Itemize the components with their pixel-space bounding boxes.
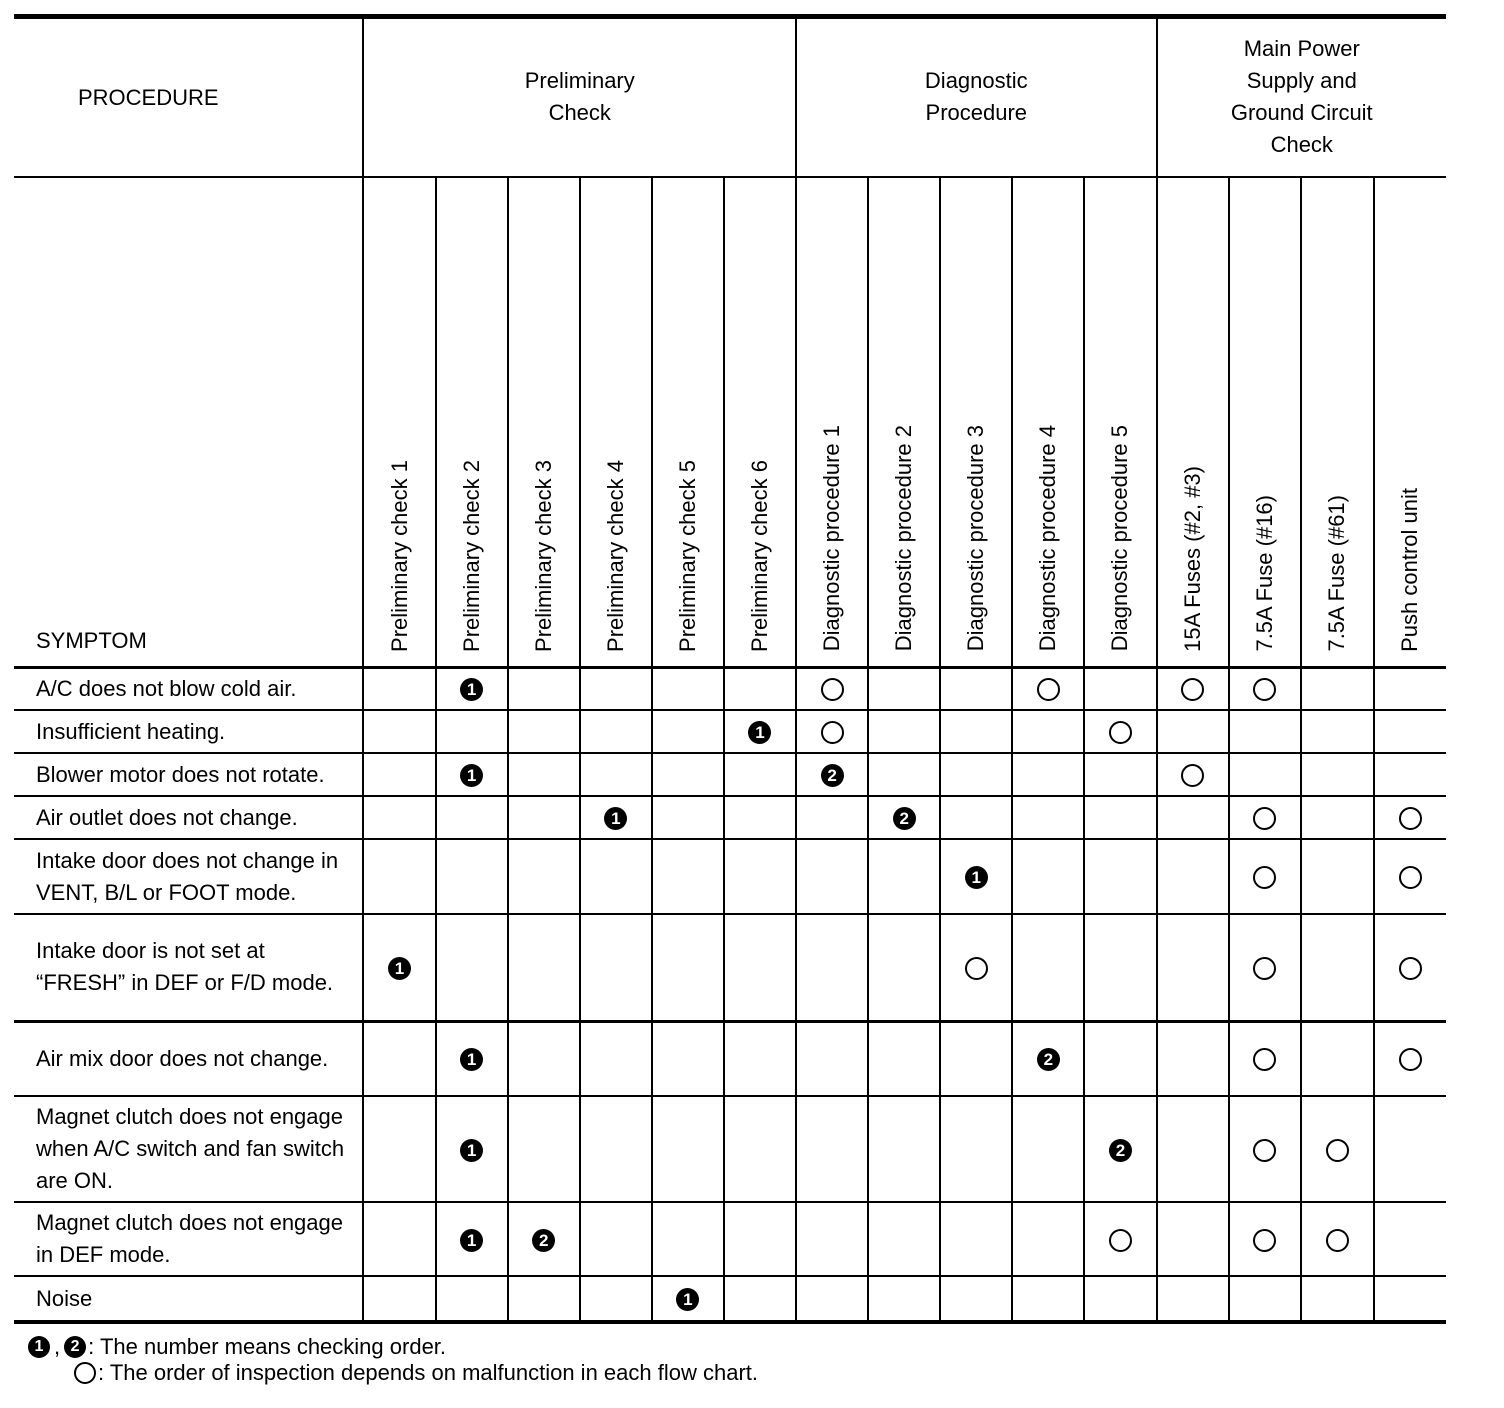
open-circle-icon [1109, 721, 1132, 744]
legend-mark-1-icon: 1 [28, 1336, 50, 1358]
check-cell [1084, 667, 1156, 710]
check-cell [652, 796, 724, 839]
open-circle-icon [1253, 1048, 1276, 1071]
legend-open-circle-icon [74, 1362, 96, 1384]
column-header [724, 177, 796, 668]
check-cell [724, 710, 796, 753]
check-cell [724, 914, 796, 1021]
legend-order-text: : The number means checking order. [88, 1334, 447, 1359]
column-header-label: Diagnostic procedure 1 [819, 425, 845, 652]
column-header [940, 177, 1012, 668]
check-cell [868, 914, 940, 1021]
group-header-line: Check [1270, 132, 1333, 158]
legend-order-line [28, 1334, 758, 1360]
check-cell [1229, 753, 1301, 796]
group-header [1157, 17, 1446, 177]
table-row [14, 1096, 1446, 1202]
check-cell [1374, 839, 1446, 914]
check-cell [1157, 1276, 1229, 1322]
open-circle-icon [1253, 866, 1276, 889]
check-cell [1012, 1202, 1084, 1276]
check-cell [508, 753, 580, 796]
check-cell [580, 1202, 652, 1276]
legend-circle-text: : The order of inspection depends on malfunction in each flow chart. [98, 1360, 758, 1385]
open-circle-icon [1253, 957, 1276, 980]
check-cell [796, 1202, 868, 1276]
check-cell [1301, 914, 1374, 1021]
open-circle-icon [1253, 1229, 1276, 1252]
check-cell [724, 1096, 796, 1202]
check-cell [868, 839, 940, 914]
open-circle-icon [1326, 1139, 1349, 1162]
open-circle-icon [1109, 1229, 1132, 1252]
check-cell [1157, 753, 1229, 796]
check-cell [1012, 710, 1084, 753]
symptom-cell: Blower motor does not rotate. [14, 753, 363, 796]
table-row [14, 914, 1446, 1021]
check-cell [1012, 914, 1084, 1021]
check-cell [940, 914, 1012, 1021]
diagnostic-matrix [14, 14, 1446, 1324]
open-circle-icon [1326, 1229, 1349, 1252]
order-number-icon: 1 [460, 1139, 483, 1162]
check-cell [796, 914, 868, 1021]
check-cell [796, 796, 868, 839]
group-header [796, 17, 1157, 177]
check-cell [1157, 667, 1229, 710]
check-cell [1301, 796, 1374, 839]
column-header-label: Preliminary check 5 [674, 459, 700, 652]
column-header-label: Preliminary check 1 [386, 459, 412, 652]
check-cell [652, 1096, 724, 1202]
check-cell [1374, 1276, 1446, 1322]
open-circle-icon [1399, 866, 1422, 889]
legend-circle-line [28, 1360, 758, 1386]
table-row [14, 753, 1446, 796]
column-header [1012, 177, 1084, 668]
check-cell [1084, 1096, 1156, 1202]
open-circle-icon [965, 957, 988, 980]
check-cell [1012, 1021, 1084, 1096]
check-cell [1374, 1096, 1446, 1202]
check-cell [940, 1021, 1012, 1096]
order-number-icon: 1 [604, 807, 627, 830]
symptom-cell: Air mix door does not change. [14, 1021, 363, 1096]
check-cell [363, 796, 435, 839]
check-cell [1084, 1202, 1156, 1276]
check-cell [1157, 1202, 1229, 1276]
check-cell [652, 839, 724, 914]
check-cell [1301, 1096, 1374, 1202]
table-row [14, 667, 1446, 710]
group-header [363, 17, 796, 177]
open-circle-icon [1181, 678, 1204, 701]
check-cell [1084, 753, 1156, 796]
check-cell [436, 753, 508, 796]
check-cell [436, 1276, 508, 1322]
open-circle-icon [1253, 807, 1276, 830]
check-cell [1157, 1096, 1229, 1202]
check-cell [1157, 914, 1229, 1021]
check-cell [580, 710, 652, 753]
check-cell [796, 1276, 868, 1322]
column-header [1157, 177, 1229, 668]
check-cell [580, 796, 652, 839]
table-row [14, 1202, 1446, 1276]
column-header-label: Preliminary check 3 [530, 459, 556, 652]
group-header-line: Supply and [1246, 68, 1357, 94]
check-cell [652, 1202, 724, 1276]
check-cell [868, 1276, 940, 1322]
check-cell [724, 1202, 796, 1276]
check-cell [796, 1021, 868, 1096]
column-header [1301, 177, 1374, 668]
check-cell [940, 796, 1012, 839]
check-cell [940, 1276, 1012, 1322]
table-row [14, 1276, 1446, 1322]
order-number-icon: 1 [965, 866, 988, 889]
check-cell [868, 1202, 940, 1276]
check-cell [1012, 1096, 1084, 1202]
check-cell [363, 667, 435, 710]
check-cell [652, 914, 724, 1021]
check-cell [652, 753, 724, 796]
check-cell [940, 1202, 1012, 1276]
symptom-cell: Intake door does not change in VENT, B/L or FOOT mode. [14, 839, 363, 914]
check-cell [1229, 1276, 1301, 1322]
check-cell [363, 1021, 435, 1096]
check-cell [1301, 710, 1374, 753]
order-number-icon: 2 [1037, 1048, 1060, 1071]
check-cell [868, 710, 940, 753]
open-circle-icon [821, 721, 844, 744]
open-circle-icon [1399, 1048, 1422, 1071]
order-number-icon: 1 [388, 957, 411, 980]
table-row [14, 710, 1446, 753]
order-number-icon: 2 [1109, 1139, 1132, 1162]
check-cell [940, 1096, 1012, 1202]
check-cell [436, 914, 508, 1021]
check-cell [1157, 839, 1229, 914]
check-cell [1012, 796, 1084, 839]
procedure-header: PROCEDURE [14, 17, 363, 177]
order-number-icon: 1 [748, 721, 771, 744]
symptom-cell: Magnet clutch does not engage in DEF mode. [14, 1202, 363, 1276]
column-header [652, 177, 724, 668]
order-number-icon: 1 [460, 1048, 483, 1071]
check-cell [1229, 1096, 1301, 1202]
check-cell [363, 914, 435, 1021]
check-cell [868, 796, 940, 839]
group-header-line: Diagnostic [924, 68, 1028, 94]
check-cell [1012, 839, 1084, 914]
column-header-label: Preliminary check 4 [602, 459, 628, 652]
check-cell [724, 796, 796, 839]
column-header-label: Preliminary check 6 [746, 459, 772, 652]
check-cell [508, 1096, 580, 1202]
check-cell [796, 753, 868, 796]
check-cell [652, 667, 724, 710]
check-cell [796, 667, 868, 710]
check-cell [940, 667, 1012, 710]
symptom-cell: Magnet clutch does not engage when A/C switch and fan switch are ON. [14, 1096, 363, 1202]
check-cell [1301, 1276, 1374, 1322]
check-cell [580, 667, 652, 710]
open-circle-icon [1399, 807, 1422, 830]
check-cell [508, 710, 580, 753]
check-cell [580, 839, 652, 914]
column-header-label: Diagnostic procedure 3 [963, 425, 989, 652]
legend-separator: , [54, 1334, 61, 1359]
column-header-label: Diagnostic procedure 2 [891, 425, 917, 652]
check-cell [868, 753, 940, 796]
column-header [1374, 177, 1446, 668]
check-cell [580, 1021, 652, 1096]
check-cell [1301, 667, 1374, 710]
check-cell [724, 667, 796, 710]
column-header-label: Diagnostic procedure 5 [1107, 425, 1133, 652]
symptom-cell: A/C does not blow cold air. [14, 667, 363, 710]
check-cell [580, 914, 652, 1021]
symptom-header: SYMPTOM [14, 177, 363, 668]
check-cell [1374, 1021, 1446, 1096]
group-header-line: Preliminary [524, 68, 635, 94]
check-cell [363, 753, 435, 796]
check-cell [1374, 796, 1446, 839]
check-cell [436, 667, 508, 710]
check-cell [940, 710, 1012, 753]
order-number-icon: 2 [821, 764, 844, 787]
check-cell [1229, 796, 1301, 839]
open-circle-icon [1253, 1139, 1276, 1162]
check-cell [796, 839, 868, 914]
check-cell [652, 1021, 724, 1096]
check-cell [580, 753, 652, 796]
check-cell [1084, 710, 1156, 753]
check-cell [508, 1202, 580, 1276]
check-cell [652, 710, 724, 753]
check-cell [1229, 914, 1301, 1021]
column-header-label: 7.5A Fuse (#16) [1251, 494, 1277, 652]
check-cell [1374, 914, 1446, 1021]
column-header-label: Push control unit [1397, 487, 1423, 652]
check-cell [652, 1276, 724, 1322]
order-number-icon: 2 [893, 807, 916, 830]
check-cell [796, 710, 868, 753]
group-header-line: Procedure [925, 100, 1028, 126]
check-cell [868, 667, 940, 710]
check-cell [363, 1202, 435, 1276]
symptom-procedure-table [14, 14, 1446, 1324]
open-circle-icon [1181, 764, 1204, 787]
check-cell [508, 914, 580, 1021]
check-cell [1229, 839, 1301, 914]
check-cell [724, 839, 796, 914]
order-number-icon: 1 [460, 764, 483, 787]
check-cell [1229, 710, 1301, 753]
check-cell [1229, 667, 1301, 710]
check-cell [724, 1021, 796, 1096]
check-cell [508, 1276, 580, 1322]
check-cell [363, 1276, 435, 1322]
check-cell [796, 1096, 868, 1202]
check-cell [940, 753, 1012, 796]
check-cell [1084, 839, 1156, 914]
check-cell [1374, 667, 1446, 710]
symptom-cell: Air outlet does not change. [14, 796, 363, 839]
check-cell [436, 796, 508, 839]
check-cell [1301, 1202, 1374, 1276]
check-cell [436, 1096, 508, 1202]
check-cell [1229, 1202, 1301, 1276]
check-cell [1301, 839, 1374, 914]
column-header [1229, 177, 1301, 668]
column-header [580, 177, 652, 668]
open-circle-icon [1399, 957, 1422, 980]
check-cell [580, 1096, 652, 1202]
check-cell [1229, 1021, 1301, 1096]
column-header-label: 15A Fuses (#2, #3) [1179, 465, 1205, 652]
column-header [508, 177, 580, 668]
check-cell [1012, 753, 1084, 796]
column-header [868, 177, 940, 668]
group-header-line: Check [548, 100, 611, 126]
open-circle-icon [1037, 678, 1060, 701]
table-row [14, 839, 1446, 914]
check-cell [580, 1276, 652, 1322]
check-cell [436, 1021, 508, 1096]
column-header [363, 177, 435, 668]
open-circle-icon [1253, 678, 1276, 701]
check-cell [363, 839, 435, 914]
check-cell [868, 1096, 940, 1202]
symptom-cell: Intake door is not set at “FRESH” in DEF or F/D mode. [14, 914, 363, 1021]
check-cell [1084, 796, 1156, 839]
symptom-cell: Insufficient heating. [14, 710, 363, 753]
order-number-icon: 1 [676, 1288, 699, 1311]
table-row [14, 796, 1446, 839]
check-cell [1374, 753, 1446, 796]
order-number-icon: 1 [460, 678, 483, 701]
check-cell [724, 753, 796, 796]
check-cell [436, 710, 508, 753]
check-cell [1301, 753, 1374, 796]
column-header-label: Preliminary check 2 [458, 459, 484, 652]
check-cell [1084, 914, 1156, 1021]
check-cell [436, 1202, 508, 1276]
check-cell [508, 1021, 580, 1096]
group-header-line: Ground Circuit [1230, 100, 1373, 126]
column-header [1084, 177, 1156, 668]
check-cell [1157, 710, 1229, 753]
check-cell [1012, 667, 1084, 710]
check-cell [436, 839, 508, 914]
legend [28, 1334, 758, 1386]
check-cell [508, 796, 580, 839]
column-header-label: Diagnostic procedure 4 [1035, 425, 1061, 652]
legend-mark-2-icon: 2 [64, 1336, 86, 1358]
order-number-icon: 1 [460, 1229, 483, 1252]
check-cell [363, 1096, 435, 1202]
check-cell [1084, 1276, 1156, 1322]
check-cell [508, 839, 580, 914]
column-header [796, 177, 868, 668]
column-header [436, 177, 508, 668]
check-cell [1301, 1021, 1374, 1096]
group-header-line: Main Power [1243, 36, 1360, 62]
table-row [14, 1021, 1446, 1096]
symptom-cell: Noise [14, 1276, 363, 1322]
check-cell [508, 667, 580, 710]
check-cell [940, 839, 1012, 914]
check-cell [363, 710, 435, 753]
check-cell [1374, 710, 1446, 753]
check-cell [868, 1021, 940, 1096]
check-cell [1374, 1202, 1446, 1276]
order-number-icon: 2 [532, 1229, 555, 1252]
open-circle-icon [821, 678, 844, 701]
check-cell [1157, 1021, 1229, 1096]
check-cell [1084, 1021, 1156, 1096]
column-header-label: 7.5A Fuse (#61) [1324, 494, 1350, 652]
check-cell [724, 1276, 796, 1322]
check-cell [1157, 796, 1229, 839]
check-cell [1012, 1276, 1084, 1322]
